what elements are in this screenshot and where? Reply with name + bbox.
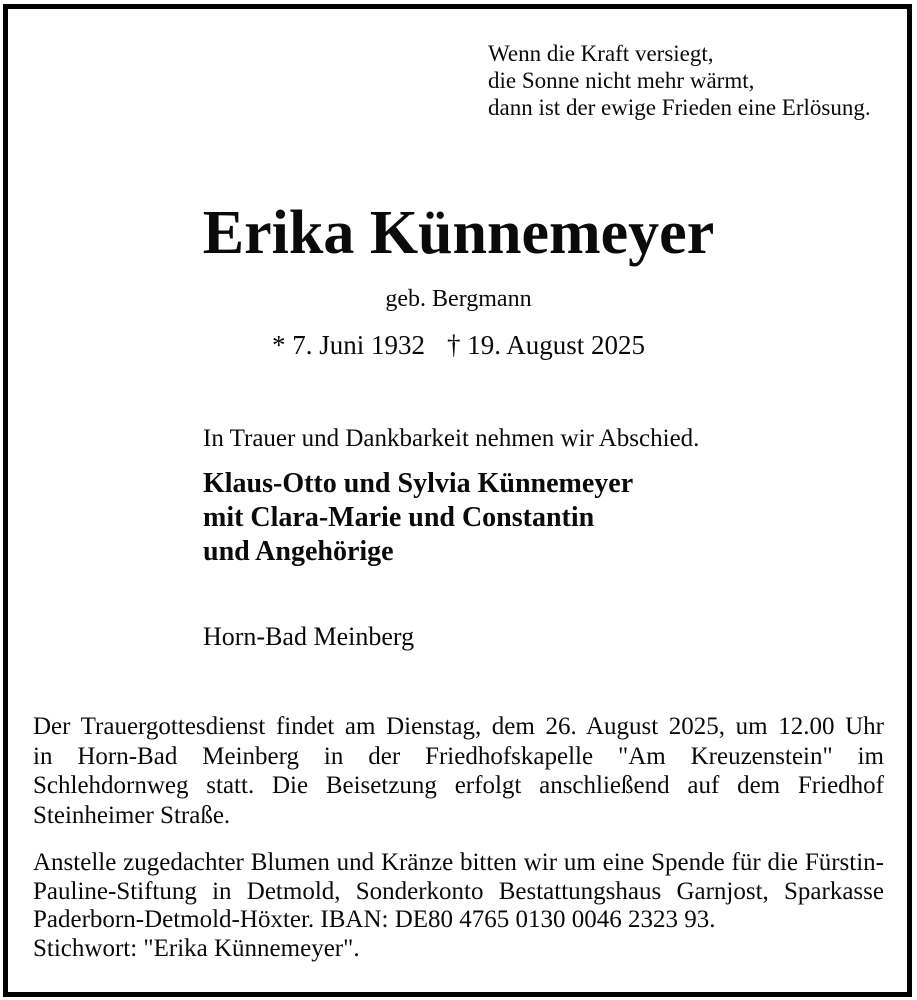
death-date: † 19. August 2025 — [446, 330, 646, 360]
service-paragraph — [33, 712, 884, 830]
maiden-name: geb. Bergmann — [385, 286, 532, 312]
mourner-line: Klaus-Otto und Sylvia Künnemeyer — [203, 468, 634, 499]
memorial-verse — [488, 40, 871, 121]
deceased-name: Erika Künnemeyer — [202, 199, 715, 267]
service-line: Der Trauergottesdienst findet am Dienstag, dem 26. August 2025, um 12.00 Uhr — [33, 713, 884, 740]
mourner-line: und Angehörige — [203, 536, 394, 567]
donation-line: Anstelle zugedachter Blumen und Kränze bitten wir um eine Spende für die Fürstin- — [33, 849, 884, 876]
service-line: Schlehdornweg statt. Die Beisetzung erfolgt anschließend auf dem Friedhof — [33, 772, 884, 799]
verse-line: dann ist der ewige Frieden eine Erlösung. — [488, 95, 871, 120]
farewell-intro: In Trauer und Dankbarkeit nehmen wir Abschied. — [203, 425, 700, 452]
service-line: Steinheimer Straße. — [33, 801, 231, 829]
birth-date: * 7. Juni 1932 — [271, 330, 425, 360]
service-line: in Horn-Bad Meinberg in der Friedhofskapelle "Am Kreuzenstein" im — [33, 742, 884, 770]
verse-line: die Sonne nicht mehr wärmt, — [488, 68, 755, 93]
verse-line: Wenn die Kraft versiegt, — [488, 41, 714, 66]
donation-paragraph — [33, 849, 884, 963]
mourners-city: Horn-Bad Meinberg — [203, 622, 415, 651]
life-dates — [0, 332, 917, 359]
donation-line: Pauline-Stiftung in Detmold, Sonderkonto Bestattungshaus Garnjost, Sparkasse — [33, 877, 884, 905]
mourner-line: mit Clara-Marie und Constantin — [203, 502, 595, 533]
donation-line: Stichwort: "Erika Künnemeyer". — [33, 934, 360, 962]
donation-line: Paderborn-Detmold-Höxter. IBAN: DE80 4765 0130 0046 2323 93. — [33, 906, 716, 933]
mourners-list — [203, 467, 633, 569]
